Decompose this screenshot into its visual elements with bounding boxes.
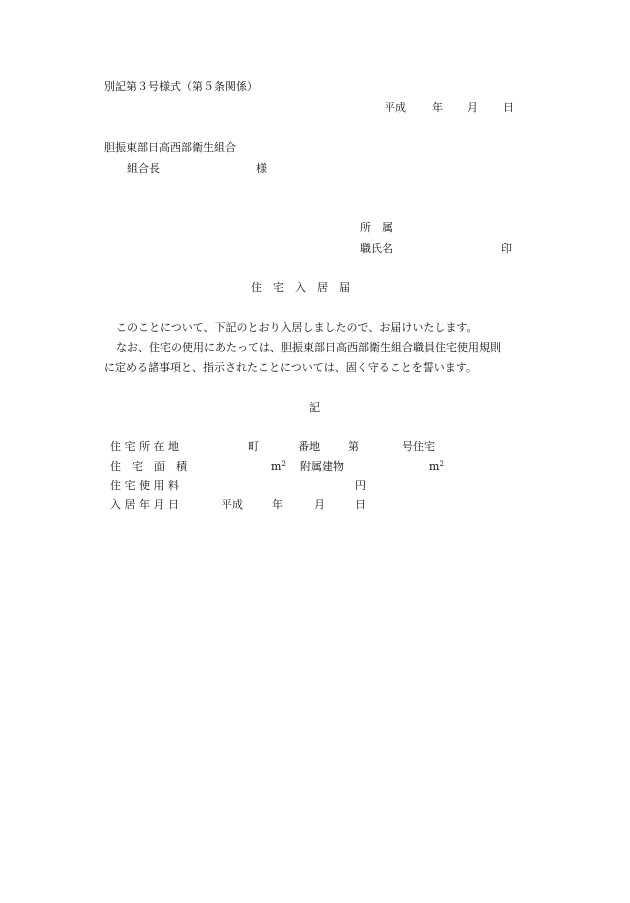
move-in-year: 年	[272, 498, 283, 511]
address-dai: 第	[348, 440, 359, 453]
annex-label: 附属建物	[300, 460, 344, 473]
move-in-day: 日	[355, 498, 366, 511]
date-day: 日	[503, 101, 514, 114]
fee-label: 住 宅 使 用 料	[110, 479, 179, 492]
address-machi: 町	[248, 440, 259, 453]
form-id: 別記第３号様式（第５条関係）	[104, 80, 258, 93]
date-year: 年	[432, 101, 443, 114]
address-label: 住 宅 所 在 地	[110, 440, 179, 453]
area-label: 住 宅 面 積	[110, 460, 187, 473]
body-line-1: このことについて、下記のとおり入居しましたので、お届けいたします。	[116, 321, 478, 334]
date-era: 平成	[384, 101, 406, 114]
move-in-era: 平成	[221, 498, 243, 511]
annex-unit-exponent: 2	[439, 460, 444, 468]
recipient-organization: 胆振東部日高西部衛生組合	[104, 141, 236, 154]
body-line-2: なお、住宅の使用にあたっては、胆振東部日高西部衛生組合職員住宅使用規則	[116, 341, 501, 354]
affiliation-label: 所 属	[360, 221, 393, 234]
move-in-label: 入 居 年 月 日	[110, 498, 179, 511]
area-unit: $m^2$	[271, 460, 286, 473]
name-label: 職氏名	[360, 242, 393, 255]
address-goujutaku: 号住宅	[402, 440, 435, 453]
recipient-honorific: 様	[256, 162, 267, 175]
address-banchi: 番地	[298, 440, 320, 453]
ki-heading: 記	[309, 401, 320, 414]
move-in-month: 月	[314, 498, 325, 511]
recipient-title: 組合長	[127, 162, 160, 175]
fee-yen: 円	[355, 479, 366, 492]
area-unit-exponent: 2	[281, 460, 286, 468]
document-title: 住 宅 入 居 届	[251, 281, 350, 294]
body-line-3: に定める諸事項と、指示されたことについては、固く守ることを誓います。	[104, 361, 477, 374]
seal-mark: 印	[501, 242, 512, 255]
annex-unit: $m^2$	[429, 460, 444, 473]
date-month: 月	[467, 101, 478, 114]
